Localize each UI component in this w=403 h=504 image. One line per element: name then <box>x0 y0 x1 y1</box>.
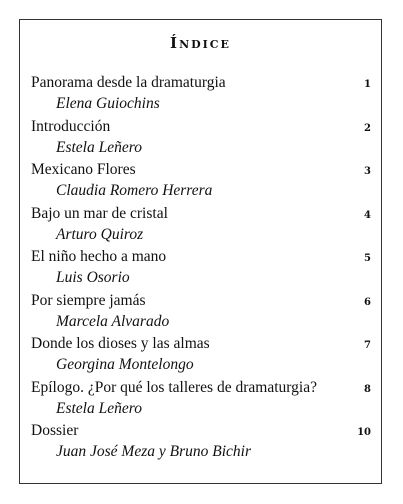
entry-author: Estela Leñero <box>56 138 142 156</box>
toc-entry <box>31 334 371 378</box>
entry-title: Por siempre jamás <box>31 291 146 309</box>
toc-entry <box>31 204 371 248</box>
entry-author: Georgina Montelongo <box>56 356 194 373</box>
entry-title: Donde los dioses y las almas <box>31 335 210 352</box>
toc-entry <box>31 291 371 335</box>
entry-author: Claudia Romero Herrera <box>56 182 213 199</box>
toc-entry <box>31 378 371 422</box>
entry-author: Estela Leñero <box>56 399 142 417</box>
entry-page-number: 6 <box>364 296 371 308</box>
entry-title: Epílogo. ¿Por qué los talleres de dramaturgia? <box>31 378 317 396</box>
entry-author: Marcela Alvarado <box>56 312 170 330</box>
toc-entry <box>31 247 371 291</box>
entry-title: Mexicano Flores <box>31 161 136 178</box>
entry-author: Elena Guiochins <box>56 95 160 112</box>
toc-entry <box>31 160 371 204</box>
index-title: Índice <box>170 34 231 52</box>
entry-author: Luis Osorio <box>56 269 130 286</box>
toc-entry <box>31 421 371 465</box>
table-of-contents <box>31 73 371 465</box>
entry-author: Juan José Meza y Bruno Bichir <box>56 443 251 460</box>
entry-page-number: 10 <box>357 427 371 438</box>
entry-page-number: 7 <box>364 340 371 351</box>
entry-title: Dossier <box>31 422 79 439</box>
entry-page-number: 1 <box>364 79 371 90</box>
entry-page-number: 2 <box>364 122 371 134</box>
entry-title: Bajo un mar de cristal <box>31 204 168 222</box>
entry-page-number: 8 <box>364 383 371 395</box>
toc-entry <box>31 73 371 117</box>
entry-title: Panorama desde la dramaturgia <box>31 74 226 91</box>
entry-page-number: 4 <box>364 209 371 221</box>
toc-entry <box>31 117 371 161</box>
entry-author: Arturo Quiroz <box>56 225 144 243</box>
entry-page-number: 3 <box>364 166 371 177</box>
entry-page-number: 5 <box>364 253 371 264</box>
index-frame <box>19 19 382 484</box>
entry-title: Introducción <box>31 117 111 135</box>
entry-title: El niño hecho a mano <box>31 248 167 265</box>
